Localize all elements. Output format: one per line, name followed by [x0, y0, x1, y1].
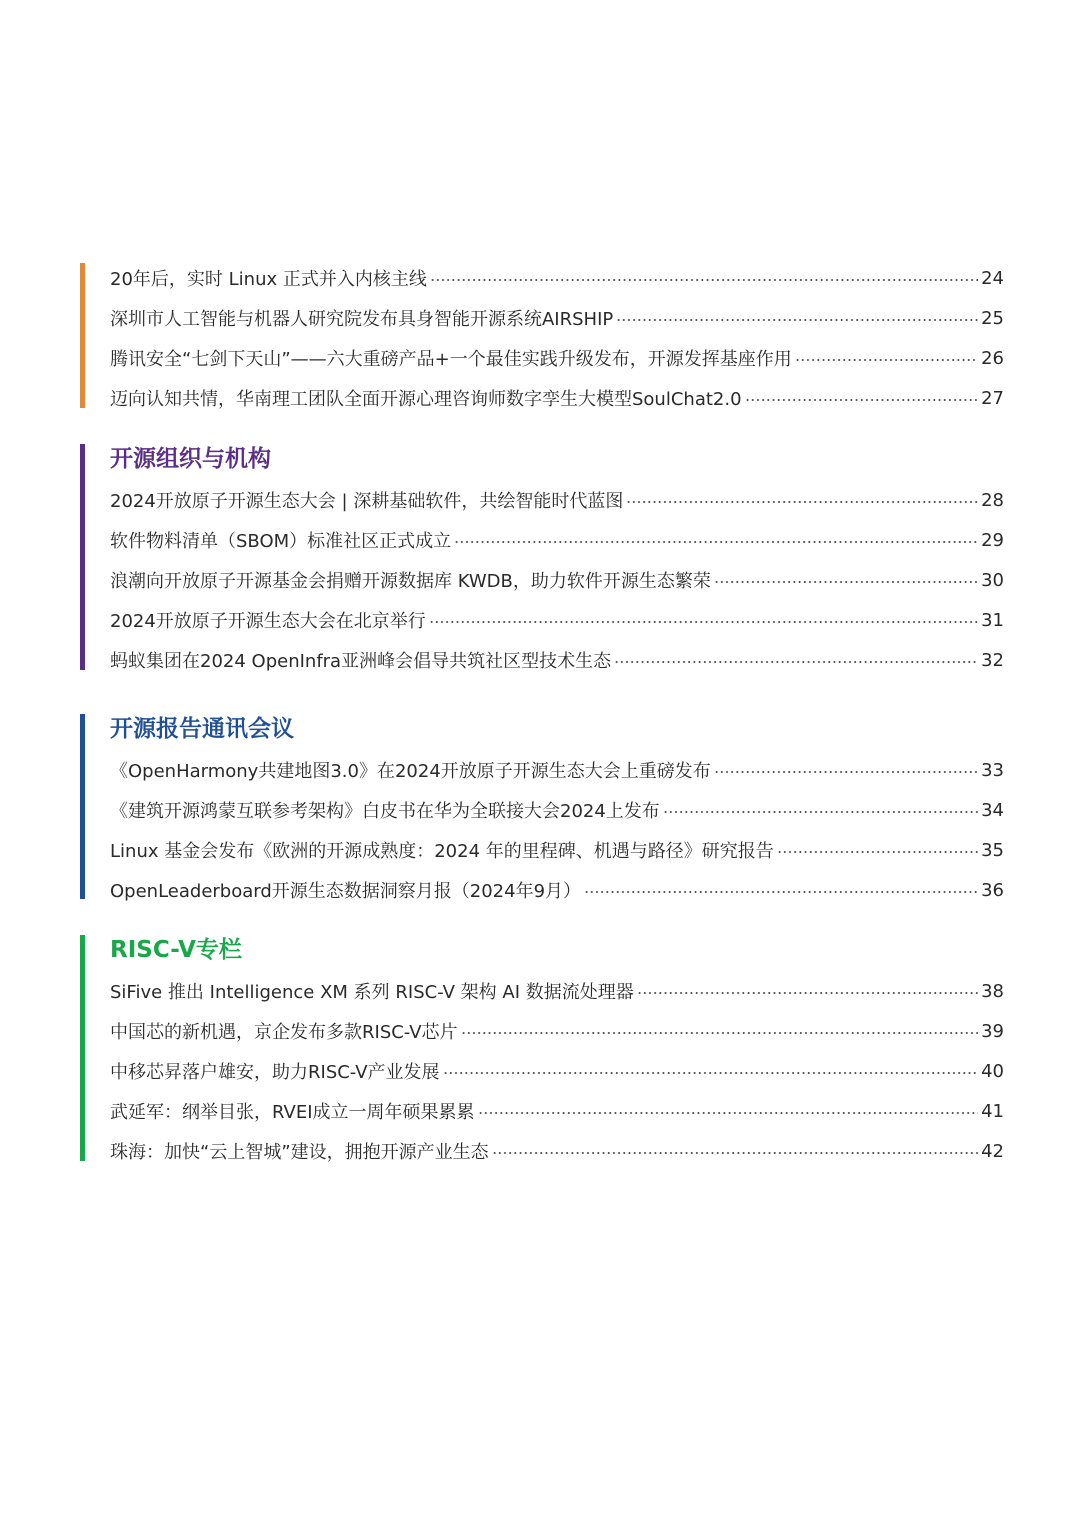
- toc-section-1: [80, 263, 1004, 408]
- section-accent-bar: [80, 444, 85, 670]
- toc-entry[interactable]: [110, 1136, 1004, 1166]
- toc-entry-title: 中移芯昇落户雄安，助力RISC-V产业发展: [110, 1062, 440, 1083]
- toc-entry-title: 蚂蚁集团在2024 OpenInfra亚洲峰会倡导共筑社区型技术生态: [110, 651, 612, 672]
- toc-entry-page: 28: [981, 489, 1004, 511]
- toc-entry[interactable]: [110, 645, 1004, 675]
- toc-entry-title: OpenLeaderboard开源生态数据洞察月报（2024年9月）: [110, 881, 582, 902]
- toc-entry[interactable]: [110, 1056, 1004, 1086]
- toc-entry-page: 35: [981, 839, 1004, 861]
- toc-entry-page: 34: [981, 799, 1004, 821]
- dot-leader: [454, 537, 978, 547]
- dot-leader: [714, 767, 978, 777]
- dot-leader: [795, 355, 978, 365]
- toc-entry-page: 31: [981, 609, 1004, 631]
- toc-entry-page: 38: [981, 980, 1004, 1002]
- toc-entry-page: 41: [981, 1100, 1004, 1122]
- toc-entry-page: 40: [981, 1060, 1004, 1082]
- section-accent-bar: [80, 263, 85, 408]
- toc-entry-page: 29: [981, 529, 1004, 551]
- toc-entry[interactable]: [110, 1016, 1004, 1046]
- dot-leader: [714, 577, 978, 587]
- toc-entry-page: 25: [981, 307, 1004, 329]
- toc-section-4: [80, 935, 1004, 1161]
- toc-entry-title: 浪潮向开放原子开源基金会捐赠开源数据库 KWDB，助力软件开源生态繁荣: [110, 571, 711, 592]
- dot-leader: [745, 395, 979, 405]
- toc-section-2: [80, 444, 1004, 670]
- toc-entry-title: 2024开放原子开源生态大会在北京举行: [110, 611, 426, 632]
- toc-entry-title: 20年后，实时 Linux 正式并入内核主线: [110, 269, 427, 290]
- dot-leader: [663, 807, 978, 817]
- toc-section-3: [80, 714, 1004, 902]
- dot-leader: [443, 1068, 979, 1078]
- toc-entry[interactable]: [110, 875, 1004, 905]
- section-accent-bar: [80, 935, 85, 1161]
- toc-entry-page: 39: [981, 1020, 1004, 1042]
- toc-entry-title: SiFive 推出 Intelligence XM 系列 RISC-V 架构 AI 数据流处理器: [110, 982, 634, 1003]
- dot-leader: [430, 275, 978, 285]
- toc-entry[interactable]: [110, 525, 1004, 555]
- toc-entry[interactable]: [110, 1096, 1004, 1126]
- toc-entry-page: 26: [981, 347, 1004, 369]
- dot-leader: [429, 617, 978, 627]
- toc-entry-title: 迈向认知共情，华南理工团队全面开源心理咨询师数字孪生大模型SoulChat2.0: [110, 389, 742, 410]
- toc-entry-title: 深圳市人工智能与机器人研究院发布具身智能开源系统AIRSHIP: [110, 309, 614, 330]
- toc-entry-page: 27: [981, 387, 1004, 409]
- toc-entry[interactable]: [110, 795, 1004, 825]
- toc-entry[interactable]: [110, 263, 1004, 293]
- dot-leader: [777, 847, 978, 857]
- dot-leader: [626, 497, 978, 507]
- toc-entry[interactable]: [110, 835, 1004, 865]
- toc-entry-page: 33: [981, 759, 1004, 781]
- toc-entry-page: 24: [981, 267, 1004, 289]
- dot-leader: [461, 1028, 979, 1038]
- section-heading: 开源组织与机构: [110, 446, 271, 472]
- toc-entry[interactable]: [110, 383, 1004, 413]
- toc-entry-page: 42: [981, 1140, 1004, 1162]
- toc-entry[interactable]: [110, 565, 1004, 595]
- toc-entry-page: 30: [981, 569, 1004, 591]
- section-heading: 开源报告通讯会议: [110, 716, 294, 742]
- dot-leader: [616, 315, 978, 325]
- toc-entry-title: 2024开放原子开源生态大会 | 深耕基础软件，共绘智能时代蓝图: [110, 491, 624, 512]
- toc-entry[interactable]: [110, 755, 1004, 785]
- toc-entry-title: 腾讯安全“七剑下天山”——六大重磅产品+一个最佳实践升级发布，开源发挥基座作用: [110, 349, 792, 370]
- toc-entry-title: 珠海：加快“云上智城”建设，拥抱开源产业生态: [110, 1142, 489, 1163]
- dot-leader: [637, 988, 978, 998]
- toc-entry-title: 《建筑开源鸿蒙互联参考架构》白皮书在华为全联接大会2024上发布: [110, 801, 660, 822]
- toc-entry[interactable]: [110, 485, 1004, 515]
- dot-leader: [614, 657, 978, 667]
- toc-entry-page: 36: [981, 879, 1004, 901]
- toc-entry-page: 32: [981, 649, 1004, 671]
- toc-entry-title: 武延军：纲举目张，RVEI成立一周年硕果累累: [110, 1102, 475, 1123]
- toc-entry[interactable]: [110, 605, 1004, 635]
- toc-entry-title: 《OpenHarmony共建地图3.0》在2024开放原子开源生态大会上重磅发布: [110, 761, 711, 782]
- toc-entry-title: Linux 基金会发布《欧洲的开源成熟度：2024 年的里程碑、机遇与路径》研究报告: [110, 841, 774, 862]
- section-heading: RISC-V专栏: [110, 937, 242, 963]
- toc-entry[interactable]: [110, 303, 1004, 333]
- section-accent-bar: [80, 714, 85, 899]
- toc-entry[interactable]: [110, 343, 1004, 373]
- dot-leader: [584, 887, 978, 897]
- toc-entry-title: 中国芯的新机遇，京企发布多款RISC-V芯片: [110, 1022, 458, 1043]
- dot-leader: [492, 1148, 978, 1158]
- toc-entry[interactable]: [110, 976, 1004, 1006]
- toc-entry-title: 软件物料清单（SBOM）标准社区正式成立: [110, 531, 452, 552]
- dot-leader: [478, 1108, 979, 1118]
